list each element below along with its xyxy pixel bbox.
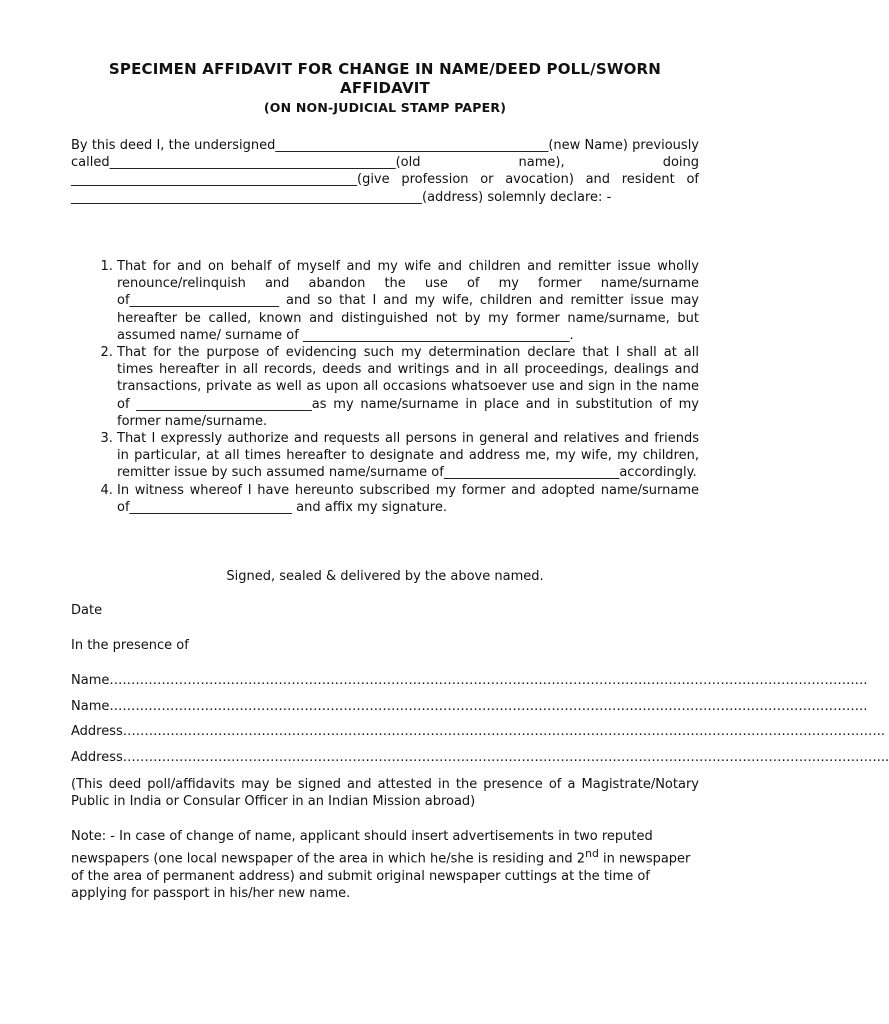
presence-label: In the presence of: [71, 638, 189, 653]
declaration-item: 4. In witness whereof I have hereunto subscribed my former and adopted name/surname of_________________________ and affix my signature.: [117, 482, 699, 516]
note-superscript: nd: [585, 847, 599, 861]
signed-line: Signed, sealed & delivered by the above named.: [226, 569, 544, 584]
attestation-note: (This deed poll/affidavits may be signed and attested in the presence of a Magistrate/Notary Public in India or Consular Officer in an Indian Mission abroad): [71, 777, 699, 810]
declaration-item: 1. That for and on behalf of myself and my wife and children and remitter issue wholly renounce/relinquish and abandon the use of my former name/surname of_______________________ and so that I and my wife, children and remitter issue may hereafter be called, known and distinguished not by my former name/surname, but assumed name/ surname of _________________________________________.: [117, 258, 699, 344]
newspaper-note: [71, 828, 699, 902]
note-text-part1: Note: - In case of change of name, applicant should insert advertisements in two reputed newspapers (one local newspaper of the area in which he/she is residing and 2: [71, 829, 653, 867]
document-title-continued: AFFIDAVIT: [340, 79, 430, 97]
declaration-item: 2. That for the purpose of evidencing such my determination declare that I shall at all times hereafter in all records, deeds and writings and in all proceedings, dealings and transactions, private as well as upon all occasions whatsoever use and sign in the name of ___________________________as my name/surname in place and in substitution of my former name/surname.: [117, 344, 699, 430]
document-subtitle: (ON NON-JUDICIAL STAMP PAPER): [263, 100, 507, 115]
document-title: SPECIMEN AFFIDAVIT FOR CHANGE IN NAME/DEED POLL/SWORN: [108, 60, 662, 78]
date-label: Date: [71, 603, 103, 618]
note-text-part2: in newspaper of the area of permanent address) and submit original newspaper cuttings at the time of applying for passport in his/her new name.: [71, 851, 691, 901]
witness-address-line: Address…………………………………………………………………………………………………………………………………………………………...: [71, 750, 889, 765]
declaration-list: [71, 258, 699, 516]
intro-paragraph: By this deed I, the undersigned__________________________________________(new Name) previously called____________________________________________(old name), doing ____________________________________________(give profession or avocation) and resident of ______________________________________________________(address) solemnly declare: -: [71, 138, 699, 205]
witness-address-line: Address…………………………………………………………………………………………………………………………………………………………..: [71, 724, 886, 739]
witness-name-line: Name………………………………………………………………………………………………………………………………………………………….: [71, 673, 868, 688]
witness-name-line: Name………………………………………………………………………………………………………………………………………………………….: [71, 699, 868, 714]
declaration-item: 3. That I expressly authorize and requests all persons in general and relatives and friends in particular, at all times hereafter to designate and address me, my wife, my children, remitter issue by such assumed name/surname of___________________________accordingly.: [117, 430, 699, 482]
